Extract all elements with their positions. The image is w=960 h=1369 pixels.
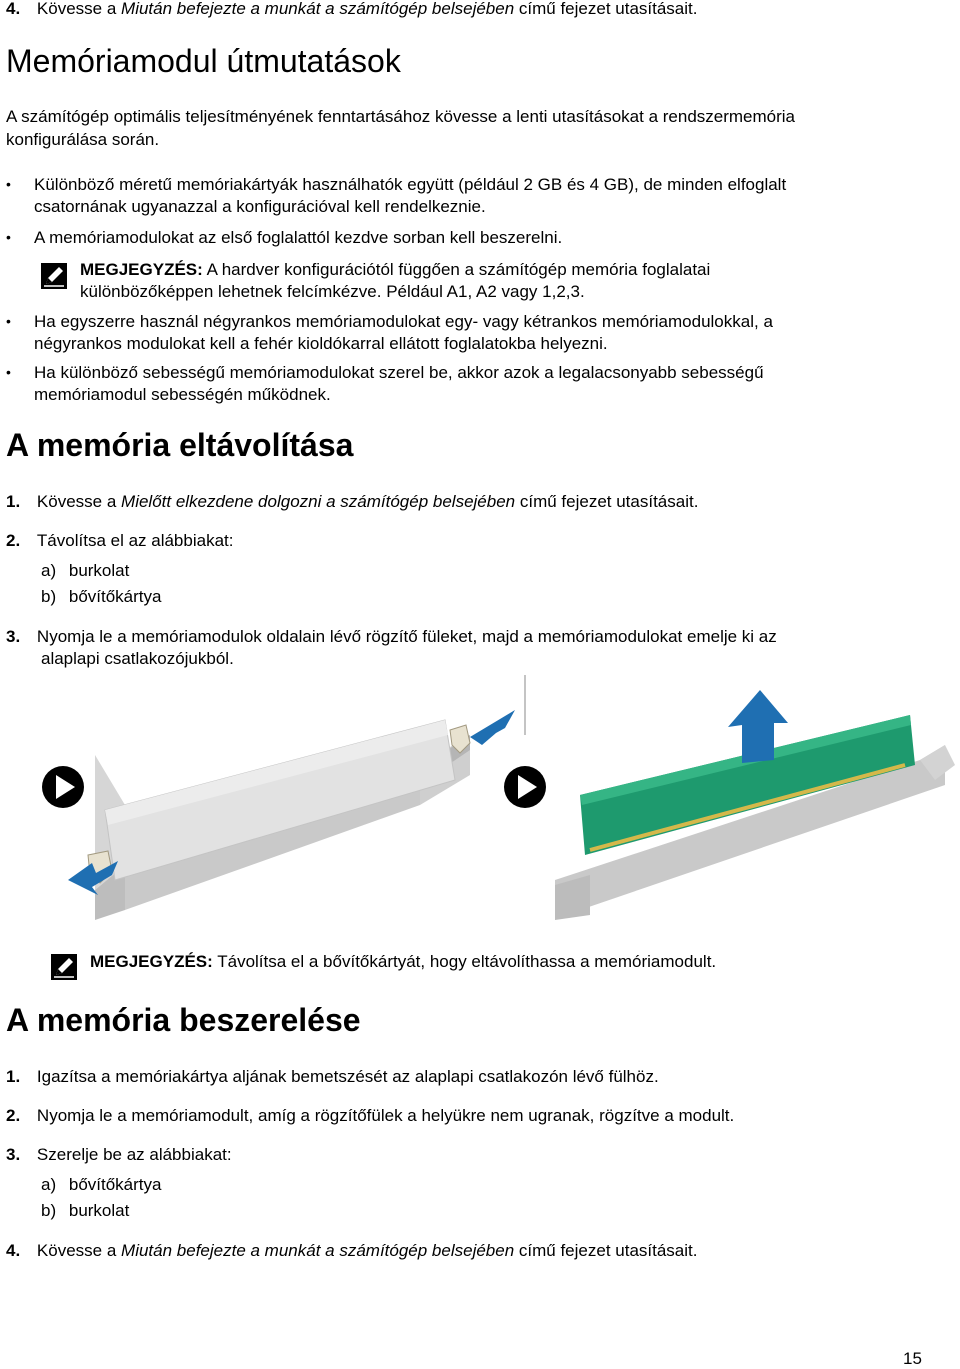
step-text-post: című fejezet utasításait.	[514, 1241, 698, 1260]
subitem-text: bővítőkártya	[68, 1175, 162, 1194]
removal-step-1	[6, 491, 698, 513]
bullet-line-2: négyrankos modulokat kell a fehér kioldókarral ellátott foglalatokba helyezni.	[34, 334, 608, 353]
note-text: A hardver konfigurációtól függően a számítógép memória foglalatai	[202, 260, 711, 279]
step-number: 3.	[6, 627, 21, 646]
bullet-dot: •	[6, 364, 11, 380]
subitem-letter: b)	[41, 1201, 57, 1220]
bullet-line-1: Ha egyszerre használ négyrankos memóriamodulokat egy- vagy kétrankos memóriamodulokkal, a	[34, 312, 773, 331]
bullet-line-1: Ha különböző sebességű memóriamodulokat szerel be, akkor azok a legalacsonyabb sebességű	[34, 363, 764, 382]
subitem-letter: a)	[41, 1175, 57, 1194]
step-text: Nyomja le a memóriamodulok oldalain lévő rögzítő füleket, majd a memóriamodulokat emelje ki az	[36, 627, 777, 646]
note-line-1	[80, 259, 710, 281]
subitem-letter: b)	[41, 587, 57, 606]
bullet-line-2: csatornának ugyanazzal a konfigurációval kell rendelkeznie.	[34, 197, 486, 216]
subitem-text: bővítőkártya	[68, 587, 162, 606]
play-circle-icon	[42, 766, 84, 808]
install-step-1	[6, 1066, 659, 1088]
step-text: Távolítsa el az alábbiakat:	[36, 531, 234, 550]
removal-step-3	[6, 626, 777, 648]
bullet-dot: •	[6, 229, 11, 245]
step-link[interactable]: Mielőtt elkezdene dolgozni a számítógép belsejében	[121, 492, 516, 511]
bullet-item	[0, 174, 960, 224]
bullet-line-2: memóriamodul sebességén működnek.	[34, 385, 331, 404]
subitem-text: burkolat	[68, 561, 130, 580]
bullet-dot: •	[6, 176, 11, 192]
note-line-2: különbözőképpen lehetnek felcímkézve. Például A1, A2 vagy 1,2,3.	[80, 282, 585, 301]
step-number: 4.	[6, 0, 21, 18]
bullet-line-1: Különböző méretű memóriakártyák használhatók együtt (például 2 GB és 4 GB), de minden elfoglalt	[34, 175, 787, 194]
memory-removal-illustration	[0, 675, 960, 920]
subitem	[41, 560, 129, 582]
step-number: 2.	[6, 531, 21, 550]
release-arrow-right	[470, 710, 515, 745]
step-link[interactable]: Miután befejezte a munkát a számítógép belsejében	[121, 0, 515, 18]
bullet-dot: •	[6, 313, 11, 329]
note-label: MEGJEGYZÉS:	[80, 260, 203, 279]
step-number: 1.	[6, 492, 21, 511]
install-step-2	[6, 1105, 734, 1127]
bullet-item	[0, 362, 960, 412]
step-text-pre: Kövesse a	[36, 492, 122, 511]
bullet-line-1: A memóriamodulokat az első foglalattól kezdve sorban kell beszerelni.	[34, 228, 563, 247]
subitem-letter: a)	[41, 561, 57, 580]
section-title-installation: A memória beszerelése	[6, 1002, 361, 1038]
note-removal	[90, 951, 716, 973]
subitem	[41, 1174, 161, 1196]
step-text: Igazítsa a memóriakártya aljának bemetszését az alaplapi csatlakozón lévő fülhöz.	[36, 1067, 659, 1086]
step-number: 2.	[6, 1106, 21, 1125]
removal-step-2	[6, 530, 233, 552]
bullet-item	[0, 311, 960, 361]
section-title-removal: A memória eltávolítása	[6, 427, 354, 463]
removal-step-3-line-2: alaplapi csatlakozójukból.	[41, 649, 234, 668]
install-step-3	[6, 1144, 232, 1166]
note-pencil-icon	[40, 262, 68, 290]
subitem-text: burkolat	[68, 1201, 130, 1220]
step-text-pre: Kövesse a	[36, 0, 122, 18]
subitem	[41, 1200, 129, 1222]
step-text: Nyomja le a memóriamodult, amíg a rögzítőfülek a helyükre nem ugranak, rögzítve a modult.	[36, 1106, 735, 1125]
section-title-guidelines: Memóriamodul útmutatások	[6, 43, 401, 79]
step-number: 3.	[6, 1145, 21, 1164]
step-number: 4.	[6, 1241, 21, 1260]
subitem	[41, 586, 161, 608]
step-link[interactable]: Miután befejezte a munkát a számítógép belsejében	[121, 1241, 515, 1260]
step-text-post: című fejezet utasításait.	[515, 492, 699, 511]
note-text: Távolítsa el a bővítőkártyát, hogy eltávolíthassa a memóriamodult.	[212, 952, 717, 971]
step-text-post: című fejezet utasításait.	[514, 0, 698, 18]
note-label: MEGJEGYZÉS:	[90, 952, 213, 971]
top-step	[6, 0, 697, 20]
play-circle-icon	[504, 766, 546, 808]
step-text-pre: Kövesse a	[36, 1241, 122, 1260]
note-pencil-icon	[50, 953, 78, 981]
intro-line-2: konfigurálása során.	[6, 130, 160, 149]
step-number: 1.	[6, 1067, 21, 1086]
bullet-item	[0, 227, 960, 251]
intro-line-1: A számítógép optimális teljesítményének fenntartásához kövesse a lenti utasításokat a rendszermemória	[6, 107, 796, 126]
step-text: Szerelje be az alábbiakat:	[36, 1145, 232, 1164]
install-step-4	[6, 1240, 697, 1262]
page-number: 15	[903, 1349, 922, 1368]
